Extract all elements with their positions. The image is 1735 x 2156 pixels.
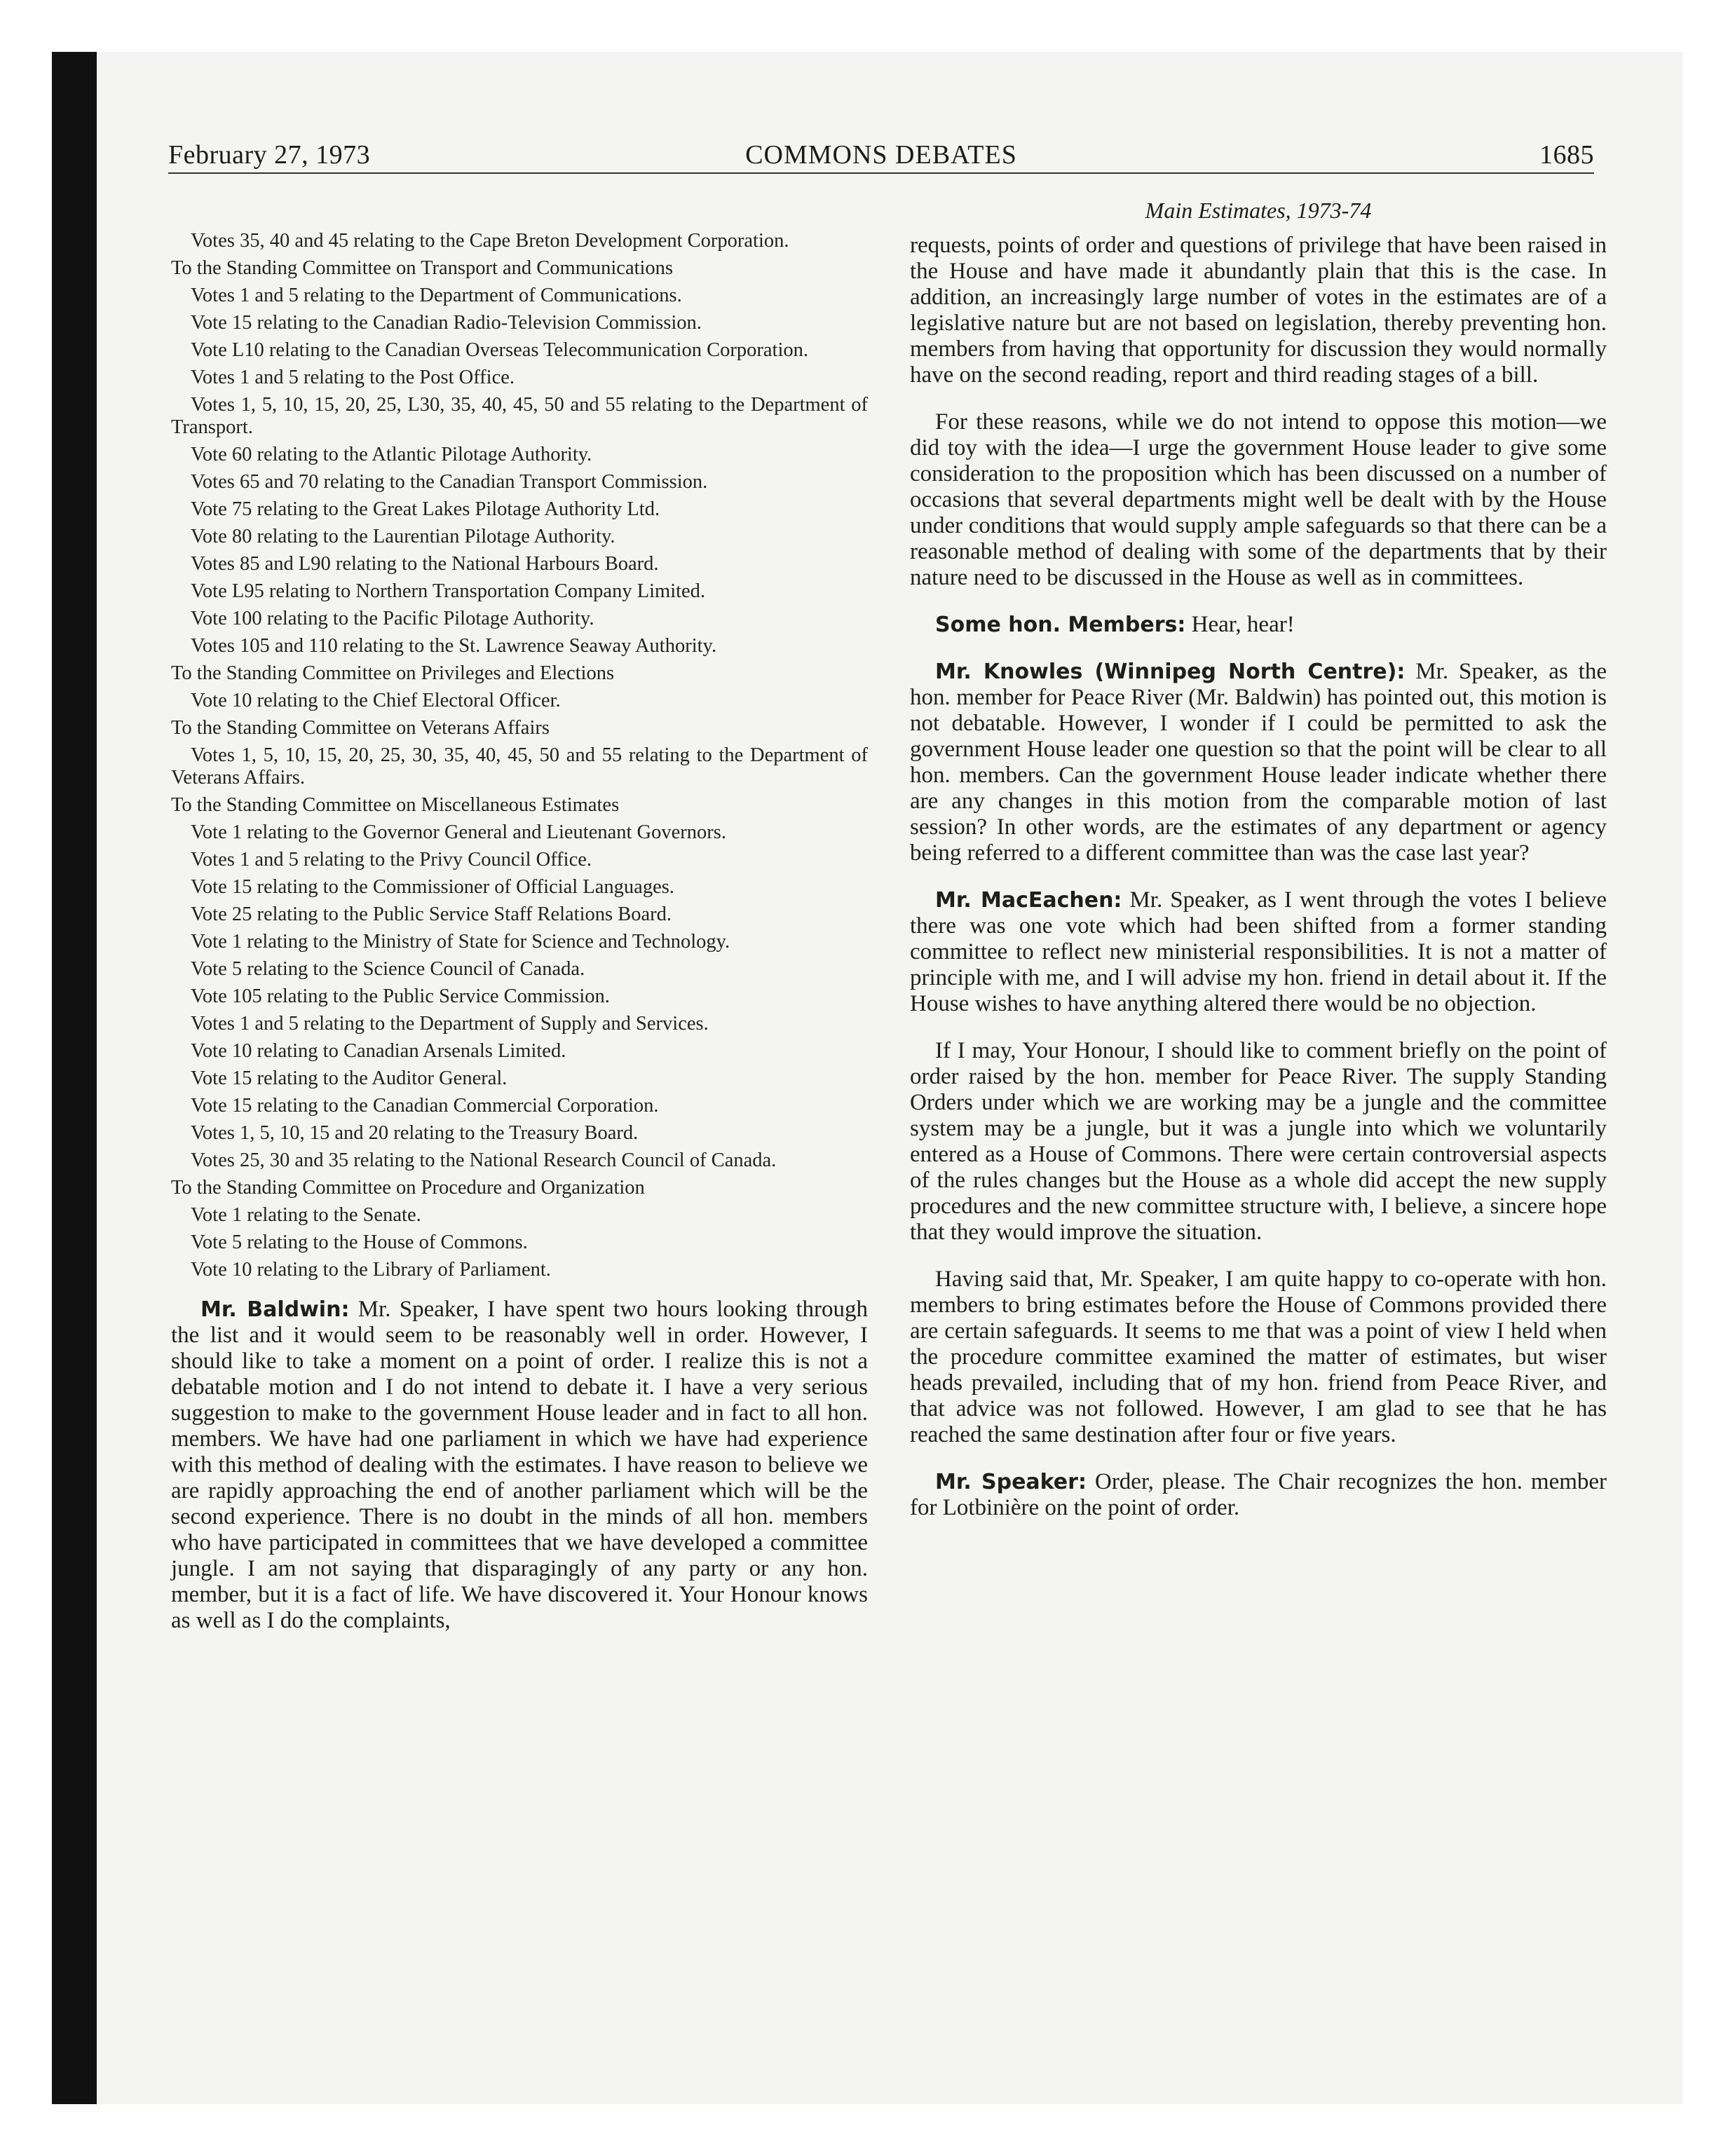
speech-paragraph: [910, 1469, 1607, 1521]
vote-entry: Vote L95 relating to Northern Transportation Company Limited.: [191, 580, 706, 602]
vote-entry: Vote 10 relating to the Chief Electoral Officer.: [191, 690, 561, 711]
speech-paragraph: [910, 233, 1607, 388]
vote-entry: Vote 10 relating to Canadian Arsenals Limited.: [191, 1040, 566, 1062]
vote-entry: Vote 15 relating to the Commissioner of Official Languages.: [191, 876, 674, 898]
vote-entry: Votes 105 and 110 relating to the St. Lawrence Seaway Authority.: [191, 635, 717, 657]
running-head: Main Estimates, 1973-74: [1145, 198, 1372, 223]
vote-entry: Votes 85 and L90 relating to the National Harbours Board.: [191, 553, 659, 575]
speaker-name: Mr. Speaker:: [935, 1470, 1087, 1494]
header-rule: [168, 172, 1594, 174]
committee-heading: To the Standing Committee on Veterans Affairs: [171, 717, 550, 739]
vote-entry: Votes 25, 30 and 35 relating to the National Research Council of Canada.: [191, 1149, 777, 1171]
vote-entry: Vote 100 relating to the Pacific Pilotage Authority.: [191, 608, 594, 629]
vote-entry: Votes 65 and 70 relating to the Canadian Transport Commission.: [191, 471, 708, 493]
speech-text: Mr. Speaker, as I went through the votes I believe there was one vote which had been shifted from a former standing committee to reflect new ministerial responsibilities. It is not a matter of principle with me, and I will advise my hon. friend in detail about it. If the House wishes to have anything altered there would be no objection.: [910, 887, 1607, 1016]
committee-heading: To the Standing Committee on Procedure and Organization: [171, 1177, 645, 1199]
vote-entry: Vote 75 relating to the Great Lakes Pilotage Authority Ltd.: [191, 498, 660, 520]
vote-entry: Vote 1 relating to the Ministry of State for Science and Technology.: [191, 931, 730, 953]
vote-entry: Vote 105 relating to the Public Service Commission.: [191, 985, 610, 1007]
vote-entry: Votes 1 and 5 relating to the Post Office.: [191, 367, 515, 388]
speech-paragraph: [910, 887, 1607, 1017]
vote-entry: Vote 60 relating to the Atlantic Pilotage Authority.: [191, 444, 592, 465]
committee-heading: To the Standing Committee on Privileges and Elections: [171, 662, 615, 684]
speech-text: requests, points of order and questions of privilege that have been raised in the House and have made it abundantly plain that this is the case. In addition, an increasingly large number of votes in the estimates are of a legislative nature but are not based on legislation, thereby preventing hon. members from having that opportunity for discussion they would normally have on the second reading, report and third reading stages of a bill.: [910, 233, 1607, 388]
left-column: [171, 230, 868, 1634]
speech-paragraph: [910, 1267, 1607, 1448]
speech-text: For these reasons, while we do not intend to oppose this motion—we did toy with the idea—I urge the government House leader to give some consideration to the proposition which has been discussed on a number of occasions that several departments might well be dealt with by the House under conditions that would supply ample safeguards so that there can be a reasonable method of dealing with some of the departments that by their nature need to be discussed in the House as well as in committees.: [910, 409, 1607, 590]
speech-paragraph: [910, 1038, 1607, 1246]
vote-entry: Votes 1, 5, 10, 15, 20, 25, 30, 35, 40, 45, 50 and 55 relating to the Department of Veterans Affairs.: [171, 744, 868, 789]
vote-entry: Votes 1, 5, 10, 15 and 20 relating to the Treasury Board.: [191, 1122, 639, 1144]
vote-entry: Vote 10 relating to the Library of Parliament.: [191, 1259, 551, 1281]
speech-baldwin: [171, 1297, 868, 1634]
vote-entry: Vote L10 relating to the Canadian Overseas Telecommunication Corporation.: [191, 339, 809, 361]
vote-entry: Votes 35, 40 and 45 relating to the Cape Breton Development Corporation.: [191, 230, 789, 252]
speech-text: Mr. Speaker, I have spent two hours looking through the list and it would seem to be reasonably well in order. However, I should like to take a moment on a point of order. I realize this is not a debatable motion and I do not intend to debate it. I have a very serious suggestion to make to the government House leader and in fact to all hon. members. We have had one parliament in which we have had experience with this method of dealing with the estimates. I have reason to believe we are rapidly approaching the end of another parliament which will be the second experience. There is no doubt in the minds of all hon. members who have participated in committees that we have developed a committee jungle. I am not saying that disparagingly of any party or any hon. member, but it is a fact of life. We have discovered it. Your Honour knows as well as I do the complaints,: [171, 1297, 869, 1633]
speech-text: Hear, hear!: [1191, 612, 1295, 637]
vote-entry: Vote 15 relating to the Canadian Commercial Corporation.: [191, 1095, 659, 1117]
committee-heading: To the Standing Committee on Miscellaneous Estimates: [171, 794, 620, 816]
vote-entry: Vote 1 relating to the Governor General and Lieutenant Governors.: [191, 821, 726, 843]
vote-entry: Votes 1, 5, 10, 15, 20, 25, L30, 35, 40, 45, 50 and 55 relating to the Department of Transport.: [171, 394, 868, 438]
speech-text: If I may, Your Honour, I should like to comment briefly on the point of order raised by the hon. member for Peace River. The supply Standing Orders under which we are working may be a jungle and the committee system may be a jungle, but it was a jungle into which we voluntarily entered as a House of Commons. There were certain controversial aspects of the rules changes but the House as a whole did accept the new supply procedures and the new committee structure with, I believe, a sincere hope that they would improve the situation.: [910, 1038, 1607, 1245]
speaker-name: Mr. Baldwin:: [200, 1297, 350, 1322]
page-header: [168, 139, 1594, 171]
vote-entry: Votes 1 and 5 relating to the Department of Communications.: [191, 285, 682, 306]
speaker-name: Mr. MacEachen:: [935, 888, 1122, 913]
vote-entry: Vote 1 relating to the Senate.: [191, 1204, 421, 1226]
vote-entry: Vote 5 relating to the Science Council of Canada.: [191, 958, 585, 980]
paragraph-list: [910, 233, 1607, 1521]
speaker-name: Mr. Knowles (Winnipeg North Centre):: [935, 660, 1406, 684]
vote-entry: Votes 1 and 5 relating to the Department of Supply and Services.: [191, 1013, 709, 1035]
speaker-name: Some hon. Members:: [935, 613, 1186, 637]
right-column: [910, 198, 1607, 1542]
vote-list: [171, 230, 868, 1281]
vote-entry: Vote 80 relating to the Laurentian Pilotage Authority.: [191, 526, 615, 547]
speech-text: Mr. Speaker, as the hon. member for Peace River (Mr. Baldwin) has pointed out, this motion is not debatable. However, I wonder if I could be permitted to ask the government House leader one question so that the point will be clear to all hon. members. Can the government House leader indicate whether there are any changes in this motion from the comparable motion of last session? In other words, are the estimates of any department or agency being referred to a different committee than was the case last year?: [910, 659, 1607, 866]
committee-heading: To the Standing Committee on Transport and Communications: [171, 257, 674, 279]
header-page-number: 1685: [1539, 140, 1594, 170]
vote-entry: Vote 5 relating to the House of Commons.: [191, 1231, 528, 1253]
speech-text: Order, please. The Chair recognizes the hon. member for Lotbinière on the point of order.: [910, 1469, 1607, 1520]
vote-entry: Votes 1 and 5 relating to the Privy Council Office.: [191, 849, 592, 871]
vote-entry: Vote 15 relating to the Canadian Radio-Television Commission.: [191, 312, 702, 334]
scan-edge-strip: [52, 52, 97, 2104]
header-date: February 27, 1973: [168, 140, 371, 170]
vote-entry: Vote 15 relating to the Auditor General.: [191, 1067, 508, 1089]
speech-text: Having said that, Mr. Speaker, I am quite happy to co-operate with hon. members to bring estimates before the House of Commons provided there are certain safeguards. It seems to me that was a point of view I held when the procedure committee examined the matter of estimates, but wiser heads prevailed, including that of my hon. friend from Peace River, and that advice was not followed. However, I am glad to see that he has reached the same destination after four or five years.: [910, 1267, 1607, 1447]
vote-entry: Vote 25 relating to the Public Service Staff Relations Board.: [191, 903, 672, 925]
speech-paragraph: [910, 659, 1607, 866]
header-title: COMMONS DEBATES: [745, 140, 1017, 170]
speech-paragraph: [910, 612, 1607, 638]
speech-paragraph: [910, 409, 1607, 591]
